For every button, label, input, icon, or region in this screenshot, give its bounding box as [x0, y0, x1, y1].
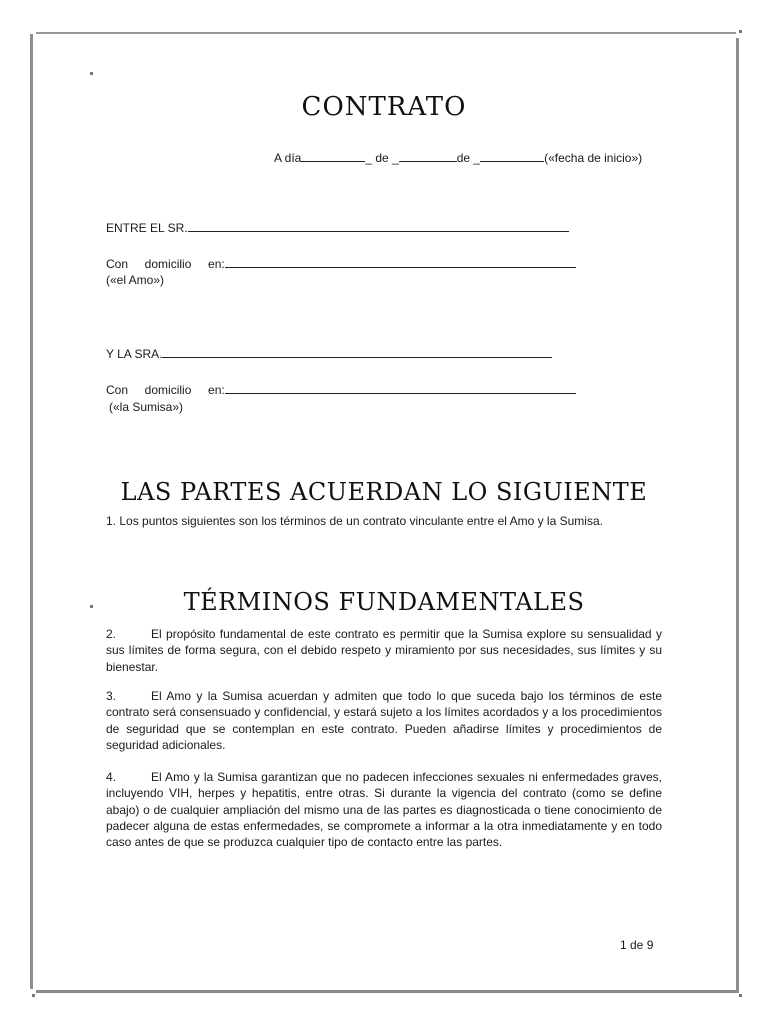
clause-1: 1. Los puntos siguientes son los términos de un contrato vinculante entre el Amo y la Sumisa.: [106, 514, 603, 528]
corner-mark: [90, 72, 93, 75]
date-de-1: _ de _: [365, 151, 399, 165]
page-border-right: [736, 38, 739, 993]
clause-text: El propósito fundamental de este contrato es permitir que la Sumisa explore su sensualidad y sus límites de forma segura, con el debido respeto y miramiento por sus necesidades, sus límites y su bienestar.: [106, 627, 662, 674]
start-date-label: («fecha de inicio»): [544, 151, 643, 165]
party1-address-line: [106, 256, 576, 271]
party2-address-line: [106, 382, 576, 397]
page-number: 1 de 9: [620, 938, 654, 952]
party2-label: Y LA SRA.: [106, 347, 163, 361]
page-border-bottom: [36, 990, 736, 993]
party1-address-blank: [225, 256, 576, 268]
party2-name-line: [106, 346, 552, 361]
document-title: CONTRATO: [301, 92, 467, 122]
section-heading-terms: TÉRMINOS FUNDAMENTALES: [183, 588, 585, 616]
party1-label: ENTRE EL SR.: [106, 221, 188, 235]
date-de-2: de _: [456, 151, 481, 165]
section-heading-agreement: LAS PARTES ACUERDAN LO SIGUIENTE: [120, 478, 648, 506]
date-line: [274, 150, 642, 165]
month-blank: [399, 150, 457, 162]
party1-role: («el Amo»): [106, 273, 165, 287]
clause-text: El Amo y la Sumisa acuerdan y admiten que todo lo que suceda bajo los términos de este contrato será consensuado y confidencial, y estará sujeto a los límites acordados y a los procedimientos de seguridad que se contemplan en este contrato. Pueden añadirse límites y procedimientos de seguridad adicionales.: [106, 689, 662, 752]
clause-number: 2.: [106, 627, 117, 641]
year-blank: [480, 150, 544, 162]
party1-name-line: [106, 220, 569, 235]
clause-number: 4.: [106, 770, 117, 784]
page-border-top: [36, 32, 736, 34]
party1-name-blank: [188, 220, 569, 232]
page-border-left: [30, 34, 33, 989]
clause-3: [106, 688, 662, 753]
clause-number: 3.: [106, 689, 117, 703]
party2-name-blank: [162, 346, 552, 358]
party2-address-blank: [225, 382, 576, 394]
clause-text: El Amo y la Sumisa garantizan que no padecen infecciones sexuales ni enfermedades graves, incluyendo VIH, herpes y hepatitis, entre otras. Si durante la vigencia del contrato (como se define abajo) o de cualquier ampliación del mismo una de las partes es diagnosticada o tiene conocimiento de padecer alguna de estas enfermedades, se compromete a informar a la otra inmediatamente y en todo caso antes de que se produzca cualquier tipo de contacto entre las partes.: [106, 770, 662, 850]
date-prefix: A día: [274, 151, 302, 165]
party1-address-label: Con domicilio en:: [106, 257, 225, 271]
party2-role: («la Sumisa»): [109, 400, 184, 414]
corner-mark: [739, 994, 742, 997]
party2-address-label: Con domicilio en:: [106, 383, 225, 397]
day-blank: [301, 150, 365, 162]
corner-mark: [32, 994, 35, 997]
clause-2: [106, 626, 662, 675]
clause-4: [106, 769, 662, 850]
corner-mark: [739, 30, 742, 33]
